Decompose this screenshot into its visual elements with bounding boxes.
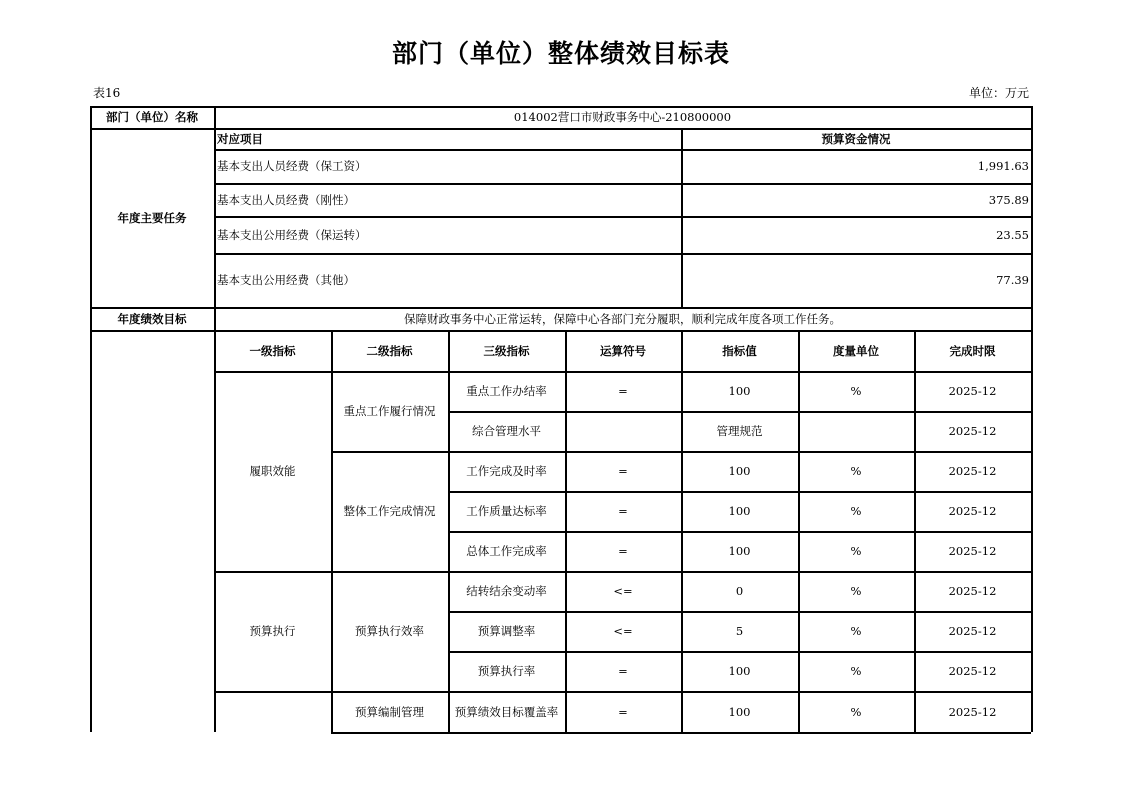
deadline: 2025-12	[948, 624, 997, 638]
grid-line	[448, 531, 1031, 533]
task-item: 基本支出公用经费（其他）	[217, 273, 355, 287]
operator: <=	[613, 624, 633, 638]
level2-indicator: 预算执行效率	[355, 624, 424, 638]
measure-unit: %	[850, 544, 862, 558]
level3-indicator: 工作完成及时率	[466, 464, 547, 478]
measure-unit: %	[850, 464, 862, 478]
operator: =	[618, 544, 628, 558]
grid-line	[214, 571, 1031, 573]
indicator-header: 三级指标	[483, 343, 530, 358]
task-amount: 77.39	[996, 273, 1029, 287]
grid-line	[214, 216, 1031, 218]
deadline: 2025-12	[948, 424, 997, 438]
indicator-value: 100	[728, 464, 751, 478]
annual-goal-label: 年度绩效目标	[117, 311, 187, 326]
operator: <=	[613, 584, 633, 598]
grid-line	[331, 732, 1031, 734]
grid-line	[798, 330, 800, 732]
grid-line	[90, 128, 1031, 130]
indicator-value: 0	[735, 584, 744, 598]
indicator-value: 管理规范	[716, 424, 763, 438]
deadline: 2025-12	[948, 544, 997, 558]
grid-line	[90, 106, 92, 732]
operator: =	[618, 704, 628, 719]
grid-line	[214, 371, 1031, 373]
level1-indicator: 预算执行	[249, 624, 296, 638]
level1-indicator: 履职效能	[249, 464, 296, 478]
level3-indicator: 结转结余变动率	[466, 584, 547, 598]
indicator-header: 度量单位	[833, 343, 879, 358]
unit-label: 单位：万元	[968, 86, 1029, 100]
grid-line	[448, 330, 450, 732]
level3-indicator: 预算调整率	[477, 624, 536, 638]
dept-name-value: 014002营口市财政事务中心-210800000	[513, 110, 732, 124]
level3-indicator: 工作质量达标率	[466, 504, 547, 518]
deadline: 2025-12	[948, 504, 997, 518]
grid-line	[331, 330, 333, 732]
level3-indicator: 总体工作完成率	[466, 544, 547, 558]
grid-line	[448, 651, 1031, 653]
col-header-budget: 预算资金情况	[821, 131, 891, 146]
indicator-value: 100	[728, 704, 751, 719]
task-amount: 375.89	[988, 192, 1029, 207]
level3-indicator: 重点工作办结率	[466, 384, 547, 398]
dept-name-label: 部门（单位）名称	[106, 110, 198, 124]
indicator-value: 100	[728, 384, 751, 398]
grid-line	[214, 183, 1031, 185]
operator: =	[618, 464, 628, 478]
grid-line	[214, 106, 216, 732]
grid-line	[214, 691, 1031, 693]
page-title: 部门（单位）整体绩效目标表	[391, 39, 730, 68]
grid-line	[214, 149, 1031, 151]
annual-tasks-label: 年度主要任务	[117, 210, 187, 225]
operator: =	[618, 384, 628, 398]
measure-unit: %	[850, 504, 862, 518]
annual-goal-text: 保障财政事务中心正常运转，保障中心各部门充分履职，顺利完成年度各项工作任务。	[404, 311, 841, 326]
col-header-item: 对应项目	[217, 131, 263, 146]
deadline: 2025-12	[948, 664, 997, 678]
grid-line	[681, 330, 683, 732]
indicator-header: 一级指标	[249, 343, 296, 358]
level2-indicator: 重点工作履行情况	[343, 404, 436, 418]
deadline: 2025-12	[948, 384, 997, 398]
indicator-value: 100	[728, 504, 751, 518]
task-amount: 1,991.63	[977, 159, 1029, 173]
indicator-header: 运算符号	[600, 343, 646, 358]
measure-unit: %	[850, 584, 862, 598]
indicator-header: 二级指标	[366, 343, 413, 358]
measure-unit: %	[850, 704, 862, 719]
grid-line	[448, 611, 1031, 613]
deadline: 2025-12	[948, 704, 997, 719]
operator: =	[618, 664, 628, 678]
grid-line	[90, 106, 1031, 108]
grid-line	[1031, 106, 1033, 732]
level2-indicator: 预算编制管理	[355, 704, 424, 719]
level3-indicator: 预算执行率	[477, 664, 536, 678]
level3-indicator: 预算绩效目标覆盖率	[454, 704, 559, 719]
indicator-value: 100	[728, 664, 751, 678]
operator: =	[618, 504, 628, 518]
grid-line	[214, 253, 1031, 255]
task-item: 基本支出人员经费（保工资）	[217, 159, 367, 173]
task-amount: 23.55	[996, 227, 1029, 242]
indicator-value: 5	[735, 624, 744, 638]
grid-line	[448, 411, 1031, 413]
grid-line	[90, 307, 1031, 309]
operator	[565, 411, 681, 451]
table-number: 表16	[93, 86, 121, 100]
deadline: 2025-12	[948, 584, 997, 598]
task-item: 基本支出公用经费（保运转）	[217, 227, 367, 242]
grid-line	[90, 330, 1031, 332]
grid-line	[448, 491, 1031, 493]
measure-unit: %	[850, 384, 862, 398]
measure-unit: %	[850, 664, 862, 678]
task-item: 基本支出人员经费（刚性）	[217, 192, 355, 207]
indicator-value: 100	[728, 544, 751, 558]
deadline: 2025-12	[948, 464, 997, 478]
indicator-header: 完成时限	[949, 343, 996, 358]
level2-indicator: 整体工作完成情况	[343, 504, 436, 518]
measure-unit	[798, 411, 914, 451]
indicator-header: 指标值	[722, 343, 757, 358]
level3-indicator: 综合管理水平	[472, 424, 541, 438]
measure-unit: %	[850, 624, 862, 638]
grid-line	[914, 330, 916, 732]
grid-line	[565, 330, 567, 732]
grid-line	[681, 128, 683, 307]
